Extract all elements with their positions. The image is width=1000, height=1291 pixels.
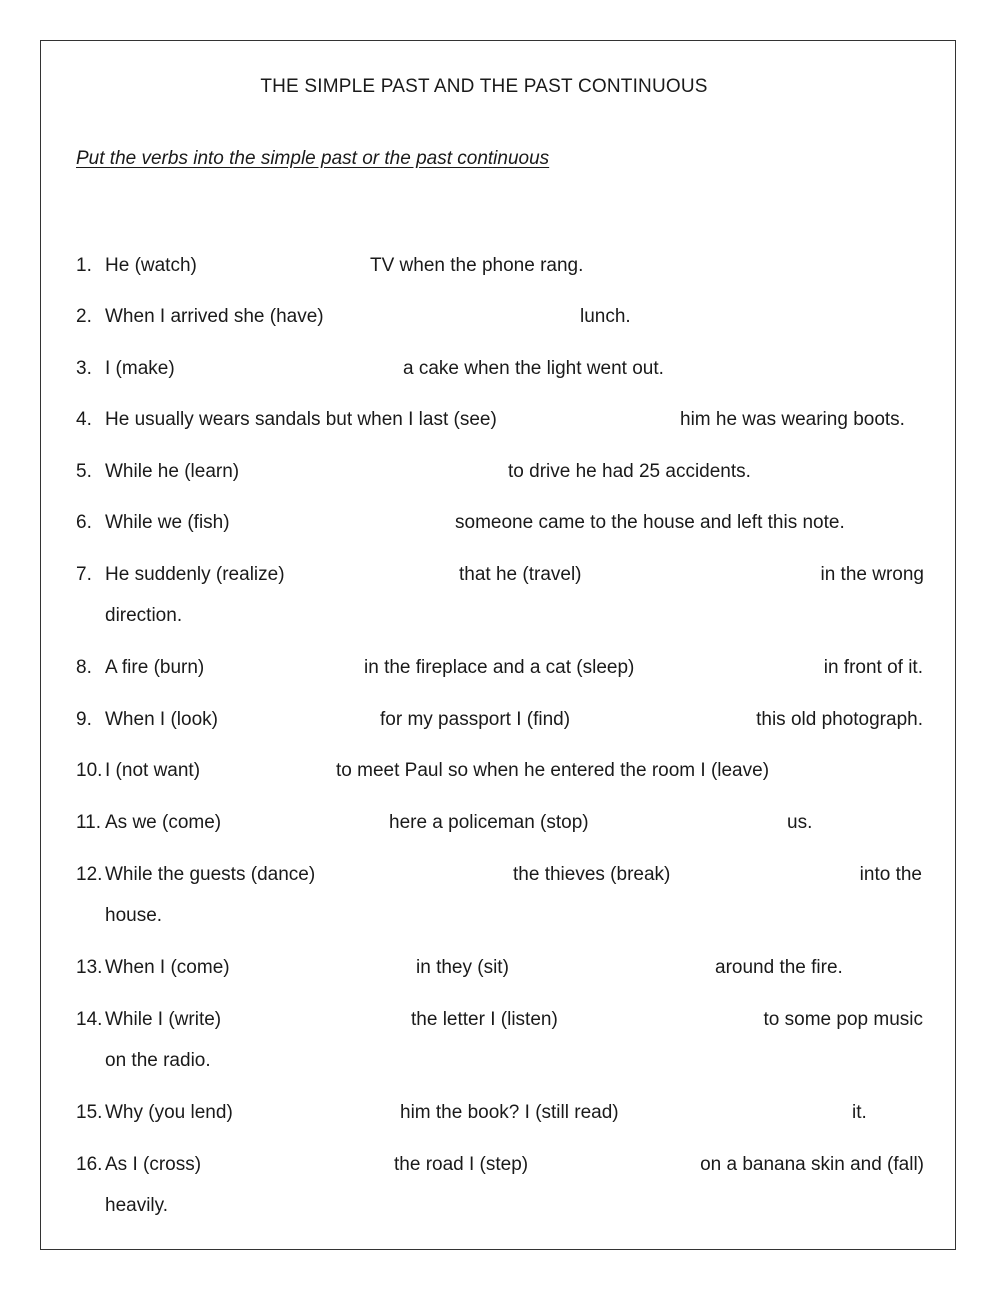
item-text-segment: While the guests (dance): [105, 864, 316, 885]
item-continuation: on the radio.: [105, 1050, 211, 1071]
item-text-segment: him he was wearing boots.: [680, 409, 905, 430]
item-number: 3.: [76, 358, 92, 379]
item-number: 14.: [76, 1009, 103, 1030]
answer-blank[interactable]: [590, 562, 800, 588]
item-continuation: house.: [105, 905, 163, 926]
item-text-segment: the thieves (break): [513, 864, 671, 885]
item-text-segment: it.: [852, 1102, 867, 1123]
item-text-segment: into the: [859, 864, 922, 885]
answer-blank[interactable]: [238, 510, 447, 536]
answer-blank[interactable]: [323, 862, 505, 888]
item-text-segment: this old photograph.: [756, 709, 923, 730]
answer-blank[interactable]: [536, 1152, 673, 1178]
item-number: 7.: [76, 564, 92, 585]
item-text-segment: to drive he had 25 accidents.: [508, 461, 751, 482]
item-continuation: direction.: [105, 605, 183, 626]
item-text-segment: TV when the phone rang.: [370, 255, 584, 276]
item-text-segment: While he (learn): [105, 461, 240, 482]
item-text-segment: I (not want): [105, 760, 201, 781]
item-text-segment: As we (come): [105, 812, 222, 833]
item-number: 9.: [76, 709, 92, 730]
item-text-segment: a cake when the light went out.: [403, 358, 664, 379]
item-text-segment: around the fire.: [715, 957, 843, 978]
answer-blank[interactable]: [208, 758, 328, 784]
answer-blank[interactable]: [241, 1100, 392, 1126]
item-number: 8.: [76, 657, 92, 678]
item-number: 11.: [76, 812, 102, 833]
item-number: 15.: [76, 1102, 103, 1123]
item-text-segment: When I arrived she (have): [105, 306, 324, 327]
item-text-segment: As I (cross): [105, 1154, 202, 1175]
item-number: 12.: [76, 864, 103, 885]
worksheet-title: THE SIMPLE PAST AND THE PAST CONTINUOUS: [260, 76, 708, 97]
item-text-segment: He suddenly (realize): [105, 564, 285, 585]
answer-blank[interactable]: [293, 562, 451, 588]
answer-blank[interactable]: [205, 253, 362, 279]
item-text-segment: to meet Paul so when he entered the room I (leave): [336, 760, 770, 781]
answer-blank[interactable]: [505, 407, 672, 433]
item-number: 5.: [76, 461, 92, 482]
answer-blank[interactable]: [229, 1007, 403, 1033]
item-text-segment: While I (write): [105, 1009, 222, 1030]
item-text-segment: us.: [787, 812, 813, 833]
item-number: 16.: [76, 1154, 103, 1175]
item-text-segment: here a policeman (stop): [389, 812, 589, 833]
item-text-segment: on a banana skin and (fall): [700, 1154, 924, 1175]
item-text-segment: the road I (step): [394, 1154, 529, 1175]
item-text-segment: A fire (burn): [105, 657, 205, 678]
answer-blank[interactable]: [597, 810, 779, 836]
answer-blank[interactable]: [229, 810, 381, 836]
answer-blank[interactable]: [332, 304, 572, 330]
item-text-segment: for my passport I (find): [380, 709, 571, 730]
item-number: 2.: [76, 306, 92, 327]
item-text-segment: in they (sit): [416, 957, 509, 978]
item-continuation: heavily.: [105, 1195, 169, 1216]
item-number: 4.: [76, 409, 92, 430]
item-text-segment: While we (fish): [105, 512, 230, 533]
answer-blank[interactable]: [238, 955, 408, 981]
item-number: 6.: [76, 512, 92, 533]
answer-blank[interactable]: [183, 356, 395, 382]
instruction-text: Put the verbs into the simple past or the past continuous: [76, 148, 550, 169]
answer-blank[interactable]: [578, 707, 730, 733]
item-text-segment: When I (come): [105, 957, 230, 978]
item-number: 10.: [76, 760, 103, 781]
item-text-segment: I (make): [105, 358, 175, 379]
item-text-segment: He usually wears sandals but when I last (see): [105, 409, 497, 430]
item-text-segment: the letter I (listen): [411, 1009, 558, 1030]
item-text-segment: in the fireplace and a cat (sleep): [364, 657, 635, 678]
answer-blank[interactable]: [678, 862, 842, 888]
item-text-segment: Why (you lend): [105, 1102, 233, 1123]
item-text-segment: him the book? I (still read): [400, 1102, 619, 1123]
item-text-segment: in front of it.: [823, 657, 923, 678]
item-text-segment: When I (look): [105, 709, 218, 730]
item-number: 13.: [76, 957, 103, 978]
answer-blank[interactable]: [226, 707, 372, 733]
item-text-segment: that he (travel): [459, 564, 582, 585]
answer-blank[interactable]: [212, 655, 356, 681]
answer-blank[interactable]: [627, 1100, 844, 1126]
item-text-segment: someone came to the house and left this note.: [455, 512, 845, 533]
item-text-segment: to some pop music: [763, 1009, 923, 1030]
answer-blank[interactable]: [209, 1152, 386, 1178]
answer-blank[interactable]: [642, 655, 801, 681]
answer-blank[interactable]: [247, 459, 500, 485]
answer-blank[interactable]: [517, 955, 707, 981]
answer-blank[interactable]: [566, 1007, 740, 1033]
item-text-segment: lunch.: [580, 306, 631, 327]
item-number: 1.: [76, 255, 92, 276]
item-text-segment: He (watch): [105, 255, 197, 276]
item-text-segment: in the wrong: [820, 564, 924, 585]
